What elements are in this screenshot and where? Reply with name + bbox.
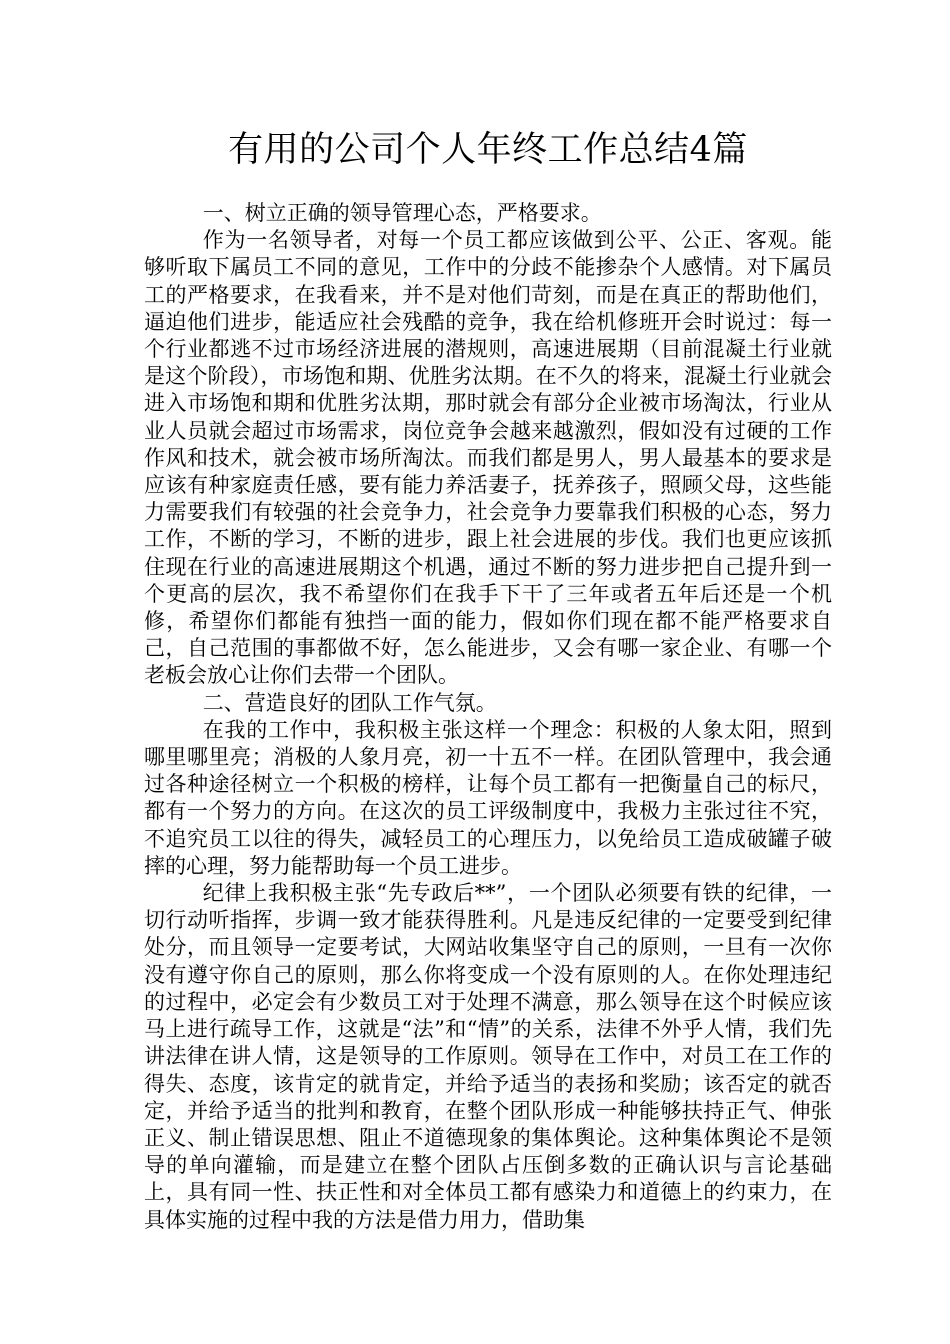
document-page (144, 124, 832, 1234)
body-paragraph: 在我的工作中，我积极主张这样一个理念：积极的人象太阳，照到哪里哪里亮；消极的人象月亮，初一十五不一样。在团队管理中，我会通过各种途径树立一个积极的榜样，让每个员工都有一把衡量自己的标尺，都有一个努力的方向。在这次的员工评级制度中，我极力主张过往不究，不追究员工以往的得失，减轻员工的心理压力，以免给员工造成破罐子破摔的心理，努力能帮助每一个员工进步。 (144, 717, 832, 878)
document-title: 有用的公司个人年终工作总结4篇 (228, 130, 748, 170)
body-paragraph: 作为一名领导者，对每一个员工都应该做到公平、公正、客观。能够听取下属员工不同的意见，工作中的分歧不能掺杂个人感情。对下属员工的严格要求，在我看来，并不是对他们苛刻，而是在真正的帮助他们，逼迫他们进步，能适应社会残酷的竞争，我在给机修班开会时说过：每一个行业都逃不过市场经济进展的潜规则，高速进展期（目前混凝土行业就是这个阶段），市场饱和期、优胜劣汰期。在不久的将来，混凝土行业就会进入市场饱和期和优胜劣汰期，那时就会有部分企业被市场淘汰，行业从业人员就会超过市场需求，岗位竞争会越来越激烈，假如没有过硬的工作作风和技术，就会被市场所淘汰。而我们都是男人，男人最基本的要求是应该有种家庭责任感，要有能力养活妻子，抚养孩子，照顾父母，这些能力需要我们有较强的社会竞争力，社会竞争力要靠我们积极的心态，努力工作，不断的学习，不断的进步，跟上社会进展的步伐。我们也更应该抓住现在行业的高速进展期这个机遇，通过不断的努力进步把自己提升到一个更高的层次，我不希望你们在我手下干了三年或者五年后还是一个机修，希望你们都能有独挡一面的能力，假如你们现在都不能严格要求自己，自己范围的事都做不好，怎么能进步，又会有哪一家企业、有哪一个老板会放心让你们去带一个团队。 (144, 228, 832, 688)
section-heading-2: 二、营造良好的团队工作气氛。 (202, 690, 497, 715)
document-body (144, 200, 832, 1234)
body-paragraph: 纪律上我积极主张“先专政后**”，一个团队必须要有铁的纪律，一切行动听指挥，步调一致才能获得胜利。凡是违反纪律的一定要受到纪律处分，而且领导一定要考试，大网站收集坚守自己的原则，一旦有一次你没有遵守你自己的原则，那么你将变成一个没有原则的人。在你处理违纪的过程中，必定会有少数员工对于处理不满意，那么领导在这个时候应该马上进行疏导工作，这就是“法”和“情”的关系，法律不外乎人情，我们先讲法律在讲人情，这是领导的工作原则。领导在工作中，对员工在工作的得失、态度，该肯定的就肯定，并给予适当的表扬和奖励；该否定的就否定，并给予适当的批判和教育，在整个团队形成一种能够扶持正气、伸张正义、制止错误思想、阻止不道德现象的集体舆论。这种集体舆论不是领导的单向灌输，而是建立在整个团队占压倒多数的正确认识与言论基础上，具有同一性、扶正性和对全体员工都有感染力和道德上的约束力，在具体实施的过程中我的方法是借力用力，借助集 (144, 881, 832, 1232)
section-heading-1: 一、树立正确的领导管理心态，严格要求。 (202, 201, 602, 225)
